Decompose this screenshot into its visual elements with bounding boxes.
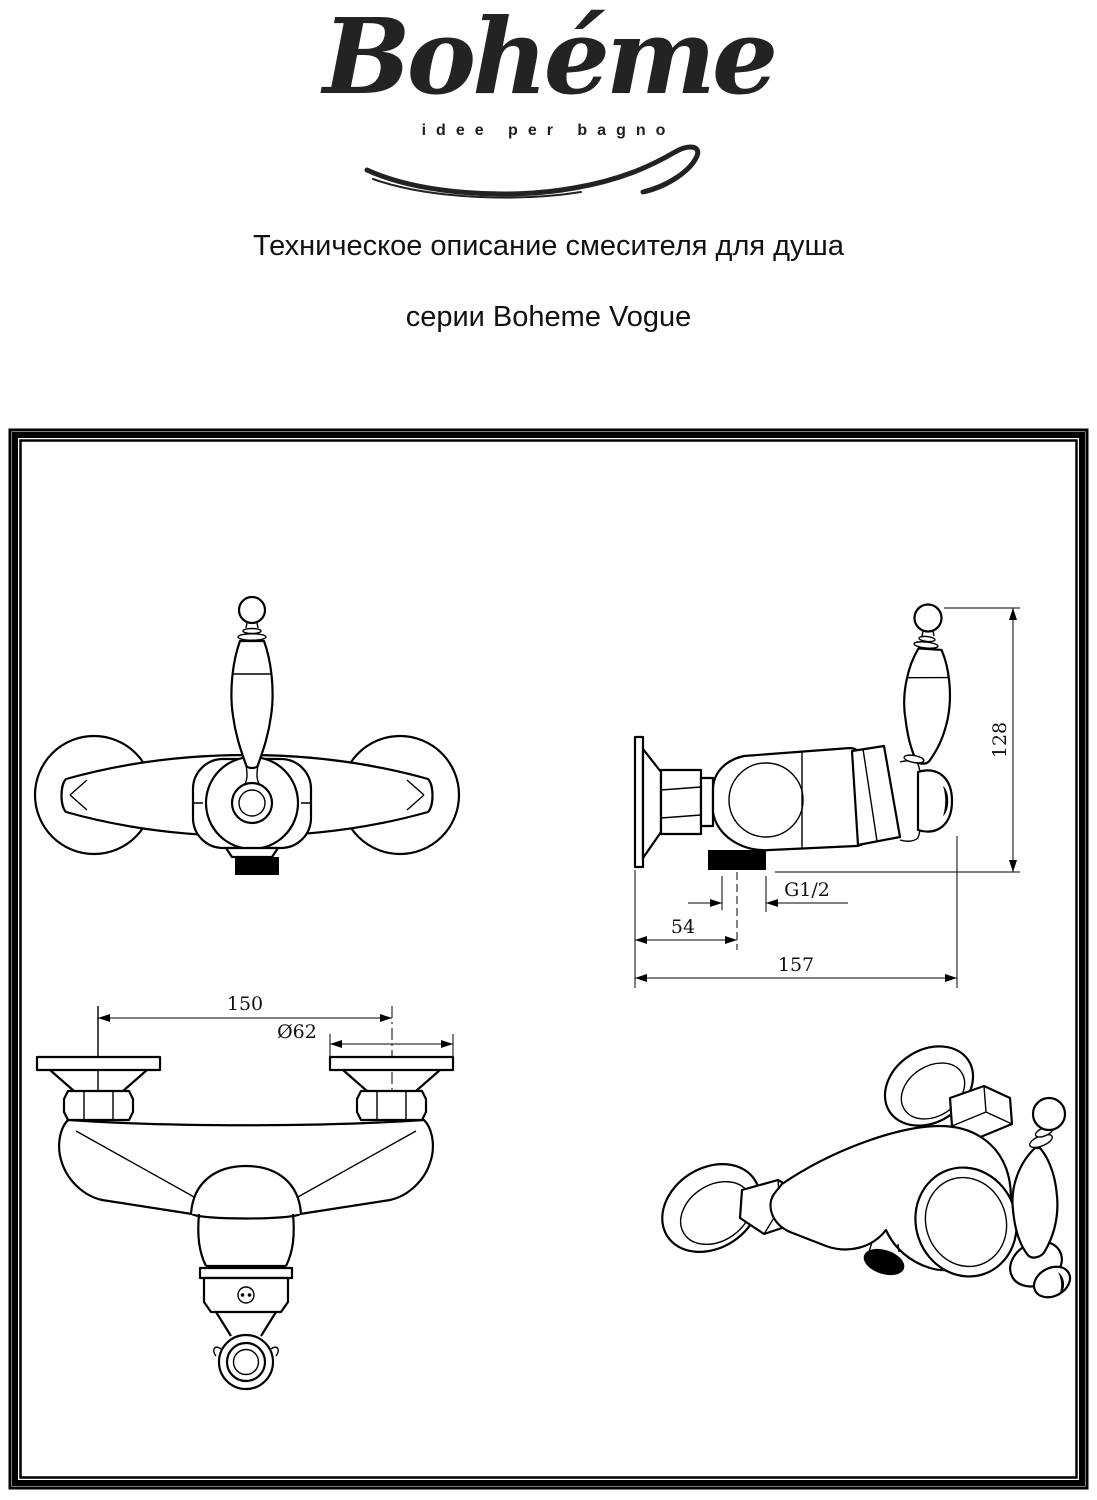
brand-name: Bohéme xyxy=(322,0,775,118)
perspective-view xyxy=(646,1030,1076,1303)
drawing-frame xyxy=(10,430,1087,1488)
top-view xyxy=(37,993,453,1389)
document-title-line2: серии Boheme Vogue xyxy=(405,301,692,333)
side-view xyxy=(635,605,1020,989)
top-dimension-diameter xyxy=(277,1021,453,1057)
brand-tagline: idee per bagno xyxy=(421,122,676,139)
side-dimension-157 xyxy=(635,836,957,988)
dim-top-centers: 150 xyxy=(226,993,264,1015)
dim-side-height: 128 xyxy=(989,721,1011,759)
document-title-line1: Техническое описание смесителя для душа xyxy=(253,230,844,262)
dim-side-offset: 54 xyxy=(670,916,696,938)
dim-side-thread: G1/2 xyxy=(784,879,830,901)
dim-side-depth: 157 xyxy=(777,954,815,976)
dim-top-flange-diameter: Ø62 xyxy=(277,1021,317,1043)
top-dimension-150 xyxy=(98,993,392,1022)
front-view xyxy=(35,597,459,875)
side-dimension-thread xyxy=(688,876,848,912)
